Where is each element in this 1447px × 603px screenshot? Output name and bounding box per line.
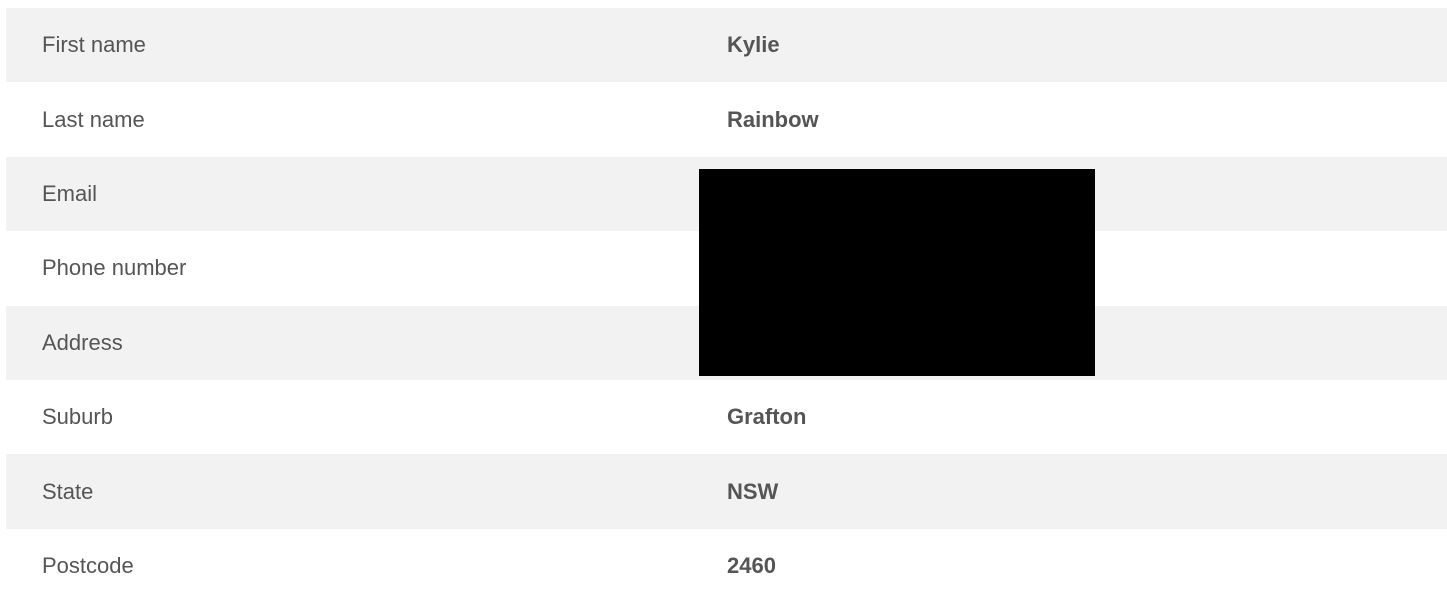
redaction-block	[699, 169, 1095, 376]
state-label: State	[42, 478, 94, 504]
postcode-value: 2460	[727, 552, 776, 578]
last-name-value: Rainbow	[727, 106, 819, 132]
detail-row-postcode	[6, 529, 1447, 603]
address-label: Address	[42, 329, 123, 355]
email-label: Email	[42, 180, 98, 206]
suburb-value: Grafton	[727, 404, 807, 430]
detail-row-first-name	[6, 8, 1447, 82]
detail-row-state	[6, 454, 1447, 528]
suburb-label: Suburb	[42, 404, 113, 430]
first-name-label: First name	[42, 32, 146, 58]
first-name-value: Kylie	[727, 32, 780, 58]
detail-row-last-name	[6, 82, 1447, 156]
detail-row-suburb	[6, 380, 1447, 454]
last-name-label: Last name	[42, 106, 145, 132]
phone-number-label: Phone number	[42, 255, 187, 281]
state-value: NSW	[727, 478, 779, 504]
postcode-label: Postcode	[42, 552, 134, 578]
